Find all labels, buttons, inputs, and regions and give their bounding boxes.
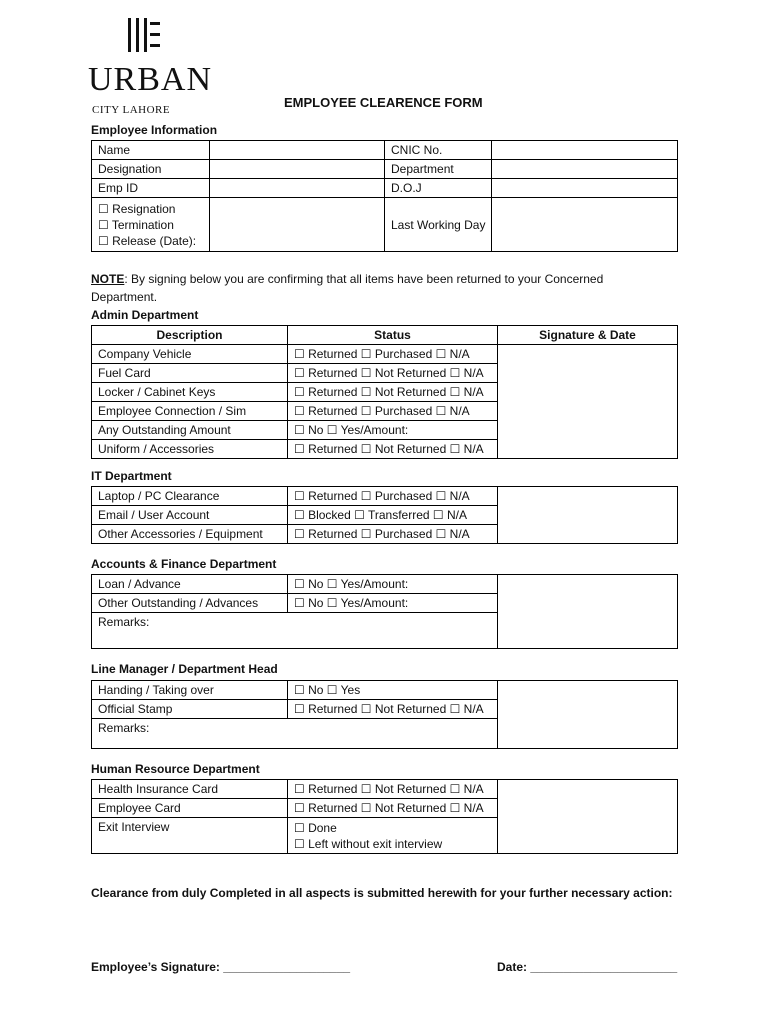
separation-field[interactable] [210, 198, 385, 252]
line-manager-remarks[interactable]: Remarks: [92, 719, 498, 749]
admin-table [91, 325, 678, 459]
last-working-day-label: Last Working Day [385, 198, 492, 252]
name-field[interactable] [210, 141, 385, 160]
status-options[interactable]: ☐ Returned ☐ Purchased ☐ N/A [288, 402, 498, 421]
empid-field[interactable] [210, 179, 385, 198]
status-options[interactable]: ☐ Returned ☐ Not Returned ☐ N/A [288, 780, 498, 799]
doj-label: D.O.J [385, 179, 492, 198]
status-options[interactable]: ☐ Returned ☐ Purchased ☐ N/A [288, 345, 498, 364]
table-row-desc: Handing / Taking over [92, 681, 288, 700]
status-options[interactable]: ☐ Returned ☐ Not Returned ☐ N/A [288, 440, 498, 459]
table-row-desc: Locker / Cabinet Keys [92, 383, 288, 402]
admin-signature-field[interactable] [498, 345, 678, 459]
empid-label: Emp ID [92, 179, 210, 198]
status-options[interactable]: ☐ Returned ☐ Not Returned ☐ N/A [288, 700, 498, 719]
designation-label: Designation [92, 160, 210, 179]
hr-signature-field[interactable] [498, 780, 678, 854]
release-checkbox[interactable]: ☐ Release (Date): [98, 233, 197, 248]
status-options[interactable]: ☐ No ☐ Yes [288, 681, 498, 700]
last-working-day-field[interactable] [492, 198, 678, 252]
doj-field[interactable] [492, 179, 678, 198]
status-options[interactable]: ☐ Returned ☐ Purchased ☐ N/A [288, 525, 498, 544]
line-manager-heading: Line Manager / Department Head [91, 662, 278, 676]
table-row-desc: Any Outstanding Amount [92, 421, 288, 440]
exit-interview-options [288, 818, 498, 854]
resignation-checkbox[interactable]: ☐ Resignation [98, 201, 176, 216]
hr-table [91, 779, 678, 854]
status-options[interactable]: ☐ Blocked ☐ Transferred ☐ N/A [288, 506, 498, 525]
status-options[interactable]: ☐ No ☐ Yes/Amount: [288, 575, 498, 594]
table-row-desc: Loan / Advance [92, 575, 288, 594]
line-manager-signature-field[interactable] [498, 681, 678, 749]
exit-left-checkbox[interactable]: ☐ Left without exit interview [294, 836, 443, 851]
termination-checkbox[interactable]: ☐ Termination [98, 217, 174, 232]
logo-mark-icon [128, 18, 164, 52]
cnic-field[interactable] [492, 141, 678, 160]
status-options[interactable]: ☐ Returned ☐ Purchased ☐ N/A [288, 487, 498, 506]
table-row-desc: Company Vehicle [92, 345, 288, 364]
it-heading: IT Department [91, 469, 172, 483]
table-row-desc: Official Stamp [92, 700, 288, 719]
it-table [91, 486, 678, 544]
table-row-desc: Health Insurance Card [92, 780, 288, 799]
table-row-desc: Laptop / PC Clearance [92, 487, 288, 506]
table-row-desc: Other Accessories / Equipment [92, 525, 288, 544]
status-options[interactable]: ☐ No ☐ Yes/Amount: [288, 594, 498, 613]
accounts-heading: Accounts & Finance Department [91, 557, 277, 571]
note-text: : By signing below you are confirming that all items have been returned to your Concerned Department. [91, 272, 604, 304]
col-status: Status [288, 326, 498, 345]
status-options[interactable]: ☐ Returned ☐ Not Returned ☐ N/A [288, 383, 498, 402]
department-field[interactable] [492, 160, 678, 179]
status-options[interactable]: ☐ No ☐ Yes/Amount: [288, 421, 498, 440]
table-row-desc: Employee Card [92, 799, 288, 818]
exit-interview-label: Exit Interview [92, 818, 288, 854]
table-row-desc: Other Outstanding / Advances [92, 594, 288, 613]
table-row-desc: Uniform / Accessories [92, 440, 288, 459]
col-description: Description [92, 326, 288, 345]
page-title: EMPLOYEE CLEARENCE FORM [284, 95, 483, 110]
department-label: Department [385, 160, 492, 179]
table-row-desc: Email / User Account [92, 506, 288, 525]
date-line[interactable]: Date: ______________________ [497, 960, 678, 974]
table-row-desc: Fuel Card [92, 364, 288, 383]
separation-type-cell [92, 198, 210, 252]
employee-info-heading: Employee Information [91, 123, 218, 137]
col-signature: Signature & Date [498, 326, 678, 345]
accounts-table [91, 574, 678, 649]
designation-field[interactable] [210, 160, 385, 179]
admin-heading: Admin Department [91, 308, 199, 322]
accounts-signature-field[interactable] [498, 575, 678, 649]
status-options[interactable]: ☐ Returned ☐ Not Returned ☐ N/A [288, 799, 498, 818]
it-signature-field[interactable] [498, 487, 678, 544]
exit-done-checkbox[interactable]: ☐ Done [294, 820, 337, 835]
accounts-remarks[interactable]: Remarks: [92, 613, 498, 649]
status-options[interactable]: ☐ Returned ☐ Not Returned ☐ N/A [288, 364, 498, 383]
note-label: NOTE [91, 272, 125, 286]
clearance-statement: Clearance from duly Completed in all aspects is submitted herewith for your further necessary action: [91, 886, 673, 900]
note-paragraph [91, 270, 671, 306]
logo-subtitle: CITY LAHORE [92, 104, 171, 116]
cnic-label: CNIC No. [385, 141, 492, 160]
hr-heading: Human Resource Department [91, 762, 260, 776]
employee-signature-line[interactable]: Employee’s Signature: ___________________ [91, 960, 351, 974]
line-manager-table [91, 680, 678, 749]
employee-info-table [91, 140, 678, 252]
name-label: Name [92, 141, 210, 160]
table-row-desc: Employee Connection / Sim [92, 402, 288, 421]
logo-wordmark: URBAN [88, 61, 213, 98]
